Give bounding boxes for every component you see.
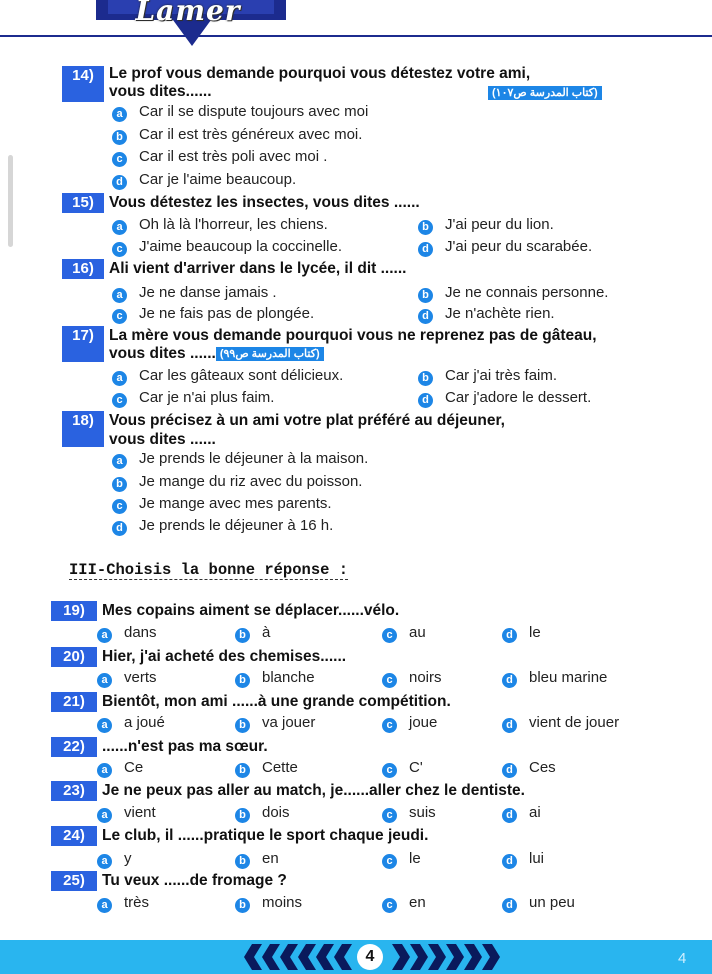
question-number: 16) bbox=[62, 259, 104, 279]
letter-b-icon: b bbox=[235, 718, 250, 733]
letter-b-icon: b bbox=[235, 808, 250, 823]
option-text: à bbox=[262, 624, 271, 641]
question-text: La mère vous demande pourquoi vous ne reprenez pas de gâteau, bbox=[109, 327, 597, 344]
letter-a-icon: a bbox=[97, 854, 112, 869]
letter-d-icon: d bbox=[502, 854, 517, 869]
option-a[interactable] bbox=[97, 850, 132, 869]
option-d[interactable] bbox=[112, 171, 296, 190]
option-text: en bbox=[409, 894, 426, 911]
option-b[interactable] bbox=[418, 216, 554, 235]
option-c[interactable] bbox=[382, 850, 421, 869]
option-a[interactable] bbox=[97, 759, 143, 778]
footer-arrows-icon bbox=[0, 940, 712, 974]
textbook-reference: (كتاب المدرسة ص٩٩) bbox=[216, 347, 324, 361]
question-text: Vous précisez à un ami votre plat préféré au déjeuner, bbox=[109, 412, 505, 429]
option-text: Car il est très généreux avec moi. bbox=[139, 126, 363, 143]
question-number: 21) bbox=[51, 692, 97, 712]
option-text: y bbox=[124, 850, 132, 867]
letter-c-icon: c bbox=[382, 673, 397, 688]
option-text: dans bbox=[124, 624, 157, 641]
letter-a-icon: a bbox=[112, 288, 127, 303]
letter-b-icon: b bbox=[418, 220, 433, 235]
letter-c-icon: c bbox=[112, 309, 127, 324]
option-text: Je prends le déjeuner à 16 h. bbox=[139, 517, 334, 534]
option-c[interactable] bbox=[382, 624, 426, 643]
letter-a-icon: a bbox=[97, 898, 112, 913]
option-c[interactable] bbox=[112, 389, 274, 408]
option-a[interactable] bbox=[112, 367, 343, 386]
option-text: en bbox=[262, 850, 279, 867]
option-d[interactable] bbox=[418, 238, 592, 257]
option-text: un peu bbox=[529, 894, 575, 911]
option-text: Oh là là l'horreur, les chiens. bbox=[139, 216, 328, 233]
letter-a-icon: a bbox=[112, 454, 127, 469]
letter-d-icon: d bbox=[502, 628, 517, 643]
option-text: Je mange avec mes parents. bbox=[139, 495, 332, 512]
option-a[interactable] bbox=[112, 284, 277, 303]
letter-b-icon: b bbox=[235, 763, 250, 778]
letter-c-icon: c bbox=[112, 152, 127, 167]
option-text: Je mange du riz avec du poisson. bbox=[139, 473, 363, 490]
letter-a-icon: a bbox=[112, 220, 127, 235]
option-b[interactable] bbox=[235, 850, 279, 869]
question-text: Mes copains aiment se déplacer......vélo. bbox=[102, 602, 400, 619]
question-number: 17) bbox=[62, 326, 104, 362]
option-text: le bbox=[529, 624, 541, 641]
option-text: vient bbox=[124, 804, 156, 821]
footer-bar bbox=[0, 940, 712, 974]
letter-a-icon: a bbox=[97, 718, 112, 733]
option-d[interactable] bbox=[502, 894, 575, 913]
letter-b-icon: b bbox=[235, 628, 250, 643]
option-text: bleu marine bbox=[529, 669, 608, 686]
question-number: 19) bbox=[51, 601, 97, 621]
option-text: lui bbox=[529, 850, 545, 867]
option-text: J'aime beaucoup la coccinelle. bbox=[139, 238, 342, 255]
question-text: vous dites ...... bbox=[109, 345, 216, 362]
option-text: Je ne fais pas de plongée. bbox=[139, 305, 315, 322]
option-a[interactable] bbox=[97, 624, 157, 643]
option-text: très bbox=[124, 894, 150, 911]
letter-a-icon: a bbox=[97, 673, 112, 688]
option-b[interactable] bbox=[235, 759, 298, 778]
option-text: ai bbox=[529, 804, 541, 821]
option-d[interactable] bbox=[502, 669, 607, 688]
scroll-indicator[interactable] bbox=[8, 155, 13, 247]
letter-a-icon: a bbox=[97, 763, 112, 778]
option-a[interactable] bbox=[97, 804, 156, 823]
option-c[interactable] bbox=[382, 669, 442, 688]
question-number: 15) bbox=[62, 193, 104, 213]
option-a[interactable] bbox=[112, 103, 368, 122]
option-text: Car je l'aime beaucoup. bbox=[139, 171, 297, 188]
option-c[interactable] bbox=[382, 804, 436, 823]
question-text: Vous détestez les insectes, vous dites ...... bbox=[109, 194, 420, 211]
option-d[interactable] bbox=[502, 804, 541, 823]
question-text: Je ne peux pas aller au match, je......aller chez le dentiste. bbox=[102, 782, 525, 799]
option-text: Car j'ai très faim. bbox=[445, 367, 558, 384]
option-a[interactable] bbox=[97, 894, 149, 913]
question-number: 25) bbox=[51, 871, 97, 891]
letter-d-icon: d bbox=[502, 763, 517, 778]
option-text: noirs bbox=[409, 669, 442, 686]
option-b[interactable] bbox=[235, 624, 270, 643]
option-text: joue bbox=[409, 714, 438, 731]
option-text: Car j'adore le dessert. bbox=[445, 389, 592, 406]
section-title: III-Choisis la bonne réponse : bbox=[69, 561, 349, 579]
option-a[interactable] bbox=[97, 669, 157, 688]
option-a[interactable] bbox=[97, 714, 165, 733]
option-text: Cette bbox=[262, 759, 298, 776]
option-d[interactable] bbox=[502, 624, 541, 643]
option-d[interactable] bbox=[502, 850, 544, 869]
option-text: Je prends le déjeuner à la maison. bbox=[139, 450, 369, 467]
letter-b-icon: b bbox=[112, 477, 127, 492]
question-text: ......n'est pas ma sœur. bbox=[102, 738, 268, 755]
textbook-reference: (كتاب المدرسة ص١٠٧) bbox=[488, 86, 602, 100]
option-d[interactable] bbox=[418, 305, 555, 324]
question-number: 14) bbox=[62, 66, 104, 102]
option-text: vient de jouer bbox=[529, 714, 620, 731]
question-text: Le club, il ......pratique le sport chaque jeudi. bbox=[102, 827, 429, 844]
option-c[interactable] bbox=[382, 759, 423, 778]
option-b[interactable] bbox=[112, 126, 362, 145]
letter-c-icon: c bbox=[382, 763, 397, 778]
option-text: au bbox=[409, 624, 426, 641]
option-text: verts bbox=[124, 669, 157, 686]
question-text: Le prof vous demande pourquoi vous détestez votre ami, bbox=[109, 65, 531, 82]
option-text: dois bbox=[262, 804, 290, 821]
question-text: Ali vient d'arriver dans le lycée, il dit ...... bbox=[109, 260, 407, 277]
letter-d-icon: d bbox=[112, 521, 127, 536]
option-text: a joué bbox=[124, 714, 165, 731]
option-text: Car je n'ai plus faim. bbox=[139, 389, 275, 406]
letter-d-icon: d bbox=[418, 309, 433, 324]
letter-a-icon: a bbox=[112, 107, 127, 122]
option-c[interactable] bbox=[112, 305, 314, 324]
option-text: Car il est très poli avec moi . bbox=[139, 148, 328, 165]
question-number: 18) bbox=[62, 411, 104, 447]
option-b[interactable] bbox=[235, 714, 315, 733]
letter-c-icon: c bbox=[382, 718, 397, 733]
option-text: Car les gâteaux sont délicieux. bbox=[139, 367, 344, 384]
letter-d-icon: d bbox=[502, 718, 517, 733]
question-number: 22) bbox=[51, 737, 97, 757]
option-a[interactable] bbox=[112, 216, 328, 235]
option-text: moins bbox=[262, 894, 303, 911]
corner-page-number: 4 bbox=[678, 950, 687, 967]
option-c[interactable] bbox=[112, 148, 327, 167]
option-text: Ce bbox=[124, 759, 144, 776]
option-text: Je ne connais personne. bbox=[445, 284, 609, 301]
letter-c-icon: c bbox=[112, 393, 127, 408]
letter-d-icon: d bbox=[418, 393, 433, 408]
letter-c-icon: c bbox=[382, 854, 397, 869]
option-text: J'ai peur du scarabée. bbox=[445, 238, 593, 255]
option-b[interactable] bbox=[235, 669, 315, 688]
question-number: 23) bbox=[51, 781, 97, 801]
logo: Lamer bbox=[135, 0, 241, 27]
option-c[interactable] bbox=[382, 894, 426, 913]
letter-c-icon: c bbox=[382, 628, 397, 643]
letter-d-icon: d bbox=[502, 808, 517, 823]
letter-c-icon: c bbox=[382, 898, 397, 913]
letter-a-icon: a bbox=[112, 371, 127, 386]
option-c[interactable] bbox=[112, 495, 332, 514]
option-text: va jouer bbox=[262, 714, 316, 731]
question-text-line-2 bbox=[109, 345, 324, 363]
page-number: 4 bbox=[365, 948, 375, 965]
question-number: 20) bbox=[51, 647, 97, 667]
option-d[interactable] bbox=[502, 759, 556, 778]
option-text: Je ne danse jamais . bbox=[139, 284, 277, 301]
letter-b-icon: b bbox=[235, 898, 250, 913]
question-number: 24) bbox=[51, 826, 97, 846]
option-a[interactable] bbox=[112, 450, 368, 469]
letter-d-icon: d bbox=[502, 673, 517, 688]
letter-d-icon: d bbox=[418, 242, 433, 257]
option-text: Je n'achète rien. bbox=[445, 305, 555, 322]
option-c[interactable] bbox=[112, 238, 342, 257]
letter-b-icon: b bbox=[235, 673, 250, 688]
letter-c-icon: c bbox=[112, 499, 127, 514]
question-text: Tu veux ......de fromage ? bbox=[102, 872, 287, 889]
option-b[interactable] bbox=[418, 284, 608, 303]
letter-b-icon: b bbox=[418, 371, 433, 386]
letter-a-icon: a bbox=[97, 628, 112, 643]
question-text: Hier, j'ai acheté des chemises...... bbox=[102, 648, 347, 665]
letter-d-icon: d bbox=[502, 898, 517, 913]
letter-c-icon: c bbox=[382, 808, 397, 823]
option-text: suis bbox=[409, 804, 436, 821]
option-d[interactable] bbox=[112, 517, 333, 536]
question-text: vous dites ...... bbox=[109, 431, 216, 448]
option-b[interactable] bbox=[235, 894, 302, 913]
option-text: Ces bbox=[529, 759, 556, 776]
letter-a-icon: a bbox=[97, 808, 112, 823]
letter-d-icon: d bbox=[112, 175, 127, 190]
option-b[interactable] bbox=[418, 367, 557, 386]
option-text: C' bbox=[409, 759, 423, 776]
letter-c-icon: c bbox=[112, 242, 127, 257]
option-c[interactable] bbox=[382, 714, 437, 733]
option-b[interactable] bbox=[112, 473, 362, 492]
option-text: Car il se dispute toujours avec moi bbox=[139, 103, 369, 120]
option-b[interactable] bbox=[235, 804, 290, 823]
question-text: vous dites...... bbox=[109, 83, 212, 100]
letter-b-icon: b bbox=[112, 130, 127, 145]
letter-b-icon: b bbox=[235, 854, 250, 869]
option-text: le bbox=[409, 850, 421, 867]
option-text: J'ai peur du lion. bbox=[445, 216, 554, 233]
option-d[interactable] bbox=[418, 389, 591, 408]
option-text: blanche bbox=[262, 669, 315, 686]
option-d[interactable] bbox=[502, 714, 619, 733]
letter-b-icon: b bbox=[418, 288, 433, 303]
question-text: Bientôt, mon ami ......à une grande compétition. bbox=[102, 693, 451, 710]
